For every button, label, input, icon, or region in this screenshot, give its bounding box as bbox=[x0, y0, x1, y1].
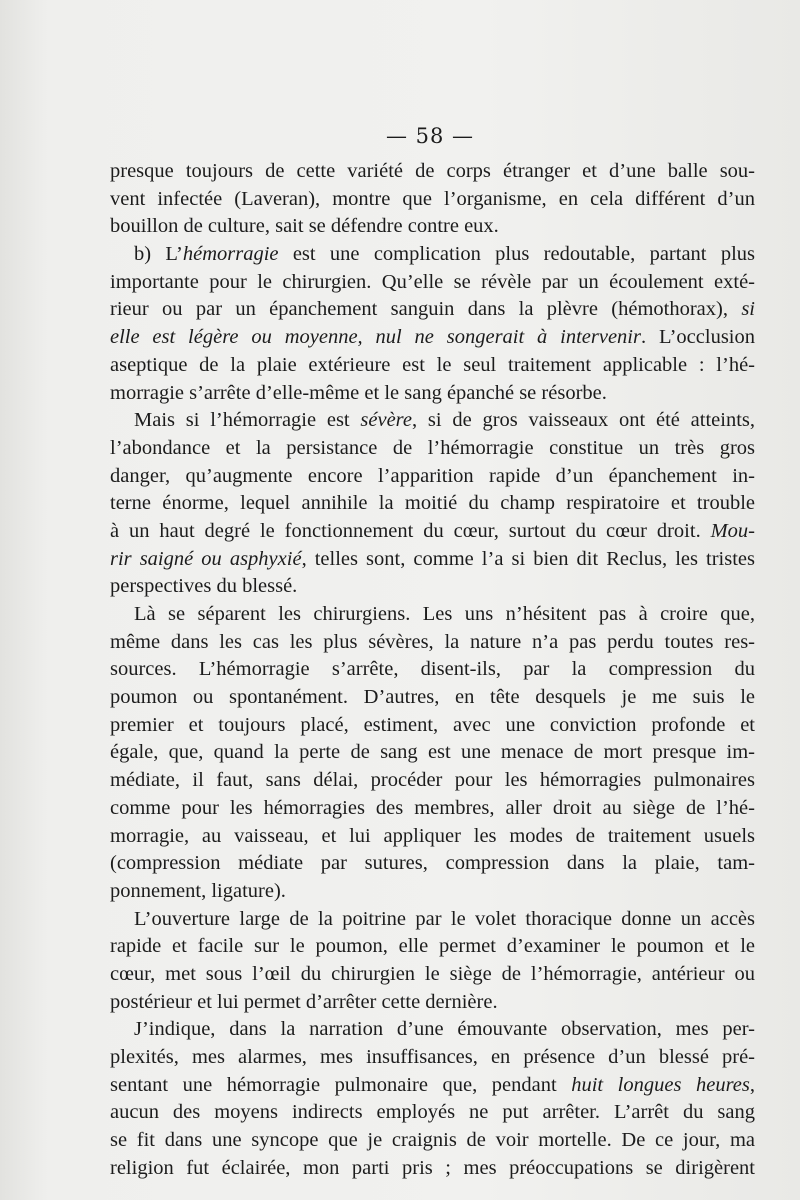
text-line: rir saigné ou asphyxié, telles sont, comme l’a si bien dit Reclus, les tristes bbox=[110, 547, 755, 570]
text-line: religion fut éclairée, mon parti pris ; mes préoccupations se dirigèrent bbox=[110, 1156, 755, 1179]
text-line: sentant une hémorragie pulmonaire que, pendant huit longues heures, bbox=[110, 1073, 755, 1096]
text-line: premier et toujours placé, estiment, avec une conviction profonde et bbox=[110, 713, 755, 736]
text-line: L’ouverture large de la poitrine par le volet thoracique donne un accès bbox=[134, 907, 755, 930]
italic-term: sévère bbox=[360, 409, 412, 432]
text-line: elle est légère ou moyenne, nul ne songerait à intervenir. L’occlusion bbox=[110, 326, 755, 349]
text-line: Là se séparent les chirurgiens. Les uns n’hésitent pas à croire que, bbox=[134, 603, 755, 625]
text-line: morragie s’arrête d’elle-même et le sang épanché se résorbe. bbox=[110, 381, 607, 404]
text-line: vent infectée (Laveran), montre que l’organisme, en cela différent d’un bbox=[110, 187, 755, 210]
text-line: (compression médiate par sutures, compression dans la plaie, tam- bbox=[110, 852, 755, 875]
text-line: se fit dans une syncope que je craignis de voir mortelle. De ce jour, ma bbox=[110, 1129, 755, 1152]
text-line: aucun des moyens indirects employés ne put arrêter. L’arrêt du sang bbox=[110, 1101, 755, 1124]
text-line: rapide et facile sur le poumon, elle permet d’examiner le poumon et le bbox=[110, 935, 755, 958]
text-line: b) L’hémorragie est une complication plus redoutable, partant plus bbox=[134, 243, 755, 266]
text-line: égale, que, quand la perte de sang est une menace de mort presque im- bbox=[110, 741, 755, 764]
text-line: à un haut degré le fonctionnement du cœur, surtout du cœur droit. Mou- bbox=[110, 519, 755, 542]
text-line: postérieur et lui permet d’arrêter cette dernière. bbox=[110, 990, 498, 1013]
italic-phrase: Mou- bbox=[710, 519, 755, 542]
body-text bbox=[110, 158, 755, 1182]
text-line: danger, qu’augmente encore l’apparition rapide d’un épanchement in- bbox=[110, 464, 755, 487]
text-line: l’abondance et la persistance de l’hémorragie constitue un très gros bbox=[110, 436, 755, 459]
text-line: cœur, met sous l’œil du chirurgien le siège de l’hémorragie, antérieur ou bbox=[110, 962, 755, 985]
text-line: morragie, au vaisseau, et lui appliquer les modes de traitement usuels bbox=[110, 824, 755, 847]
italic-phrase: huit longues heures bbox=[571, 1073, 750, 1096]
text-line: plexités, mes alarmes, mes insuffisances, en présence d’un blessé pré- bbox=[110, 1046, 755, 1068]
text-line: poumon ou spontanément. D’autres, en tête desquels je me suis le bbox=[110, 686, 755, 709]
text-line: presque toujours de cette variété de corps étranger et d’une balle sou- bbox=[110, 160, 755, 182]
text-line: médiate, il faut, sans délai, procéder pour les hémorragies pulmonaires bbox=[110, 769, 755, 792]
text-line: ponnement, ligature). bbox=[110, 879, 286, 902]
text-line: aseptique de la plaie extérieure est le seul traitement applicable : l’hé- bbox=[110, 353, 755, 376]
text-line: même dans les cas les plus sévères, la nature n’a pas perdu toutes res- bbox=[110, 630, 755, 653]
text-line: sources. L’hémorragie s’arrête, disent-ils, par la compression du bbox=[110, 658, 755, 681]
italic-phrase: rir saigné ou asphyxié bbox=[110, 547, 302, 570]
italic-phrase: elle est légère ou moyenne, nul ne songerait à intervenir bbox=[110, 326, 641, 349]
text-line: terne énorme, lequel annihile la moitié du champ respiratoire et trouble bbox=[110, 492, 755, 515]
text-line: comme pour les hémorragies des membres, aller droit au siège de l’hé- bbox=[110, 796, 755, 819]
italic-phrase: si bbox=[741, 298, 755, 321]
text-line: Mais si l’hémorragie est sévère, si de gros vaisseaux ont été atteints, bbox=[134, 409, 755, 432]
text-line: rieur ou par un épanchement sanguin dans la plèvre (hémothorax), si bbox=[110, 298, 755, 321]
text-line: J’indique, dans la narration d’une émouvante observation, mes per- bbox=[134, 1018, 755, 1041]
italic-term: hémorragie bbox=[182, 243, 279, 266]
text-line: perspectives du blessé. bbox=[110, 575, 298, 598]
text-line: bouillon de culture, sait se défendre contre eux. bbox=[110, 215, 499, 238]
page-number: — 58 — bbox=[385, 124, 475, 148]
text-line: importante pour le chirurgien. Qu’elle se révèle par un écoulement exté- bbox=[110, 270, 755, 293]
